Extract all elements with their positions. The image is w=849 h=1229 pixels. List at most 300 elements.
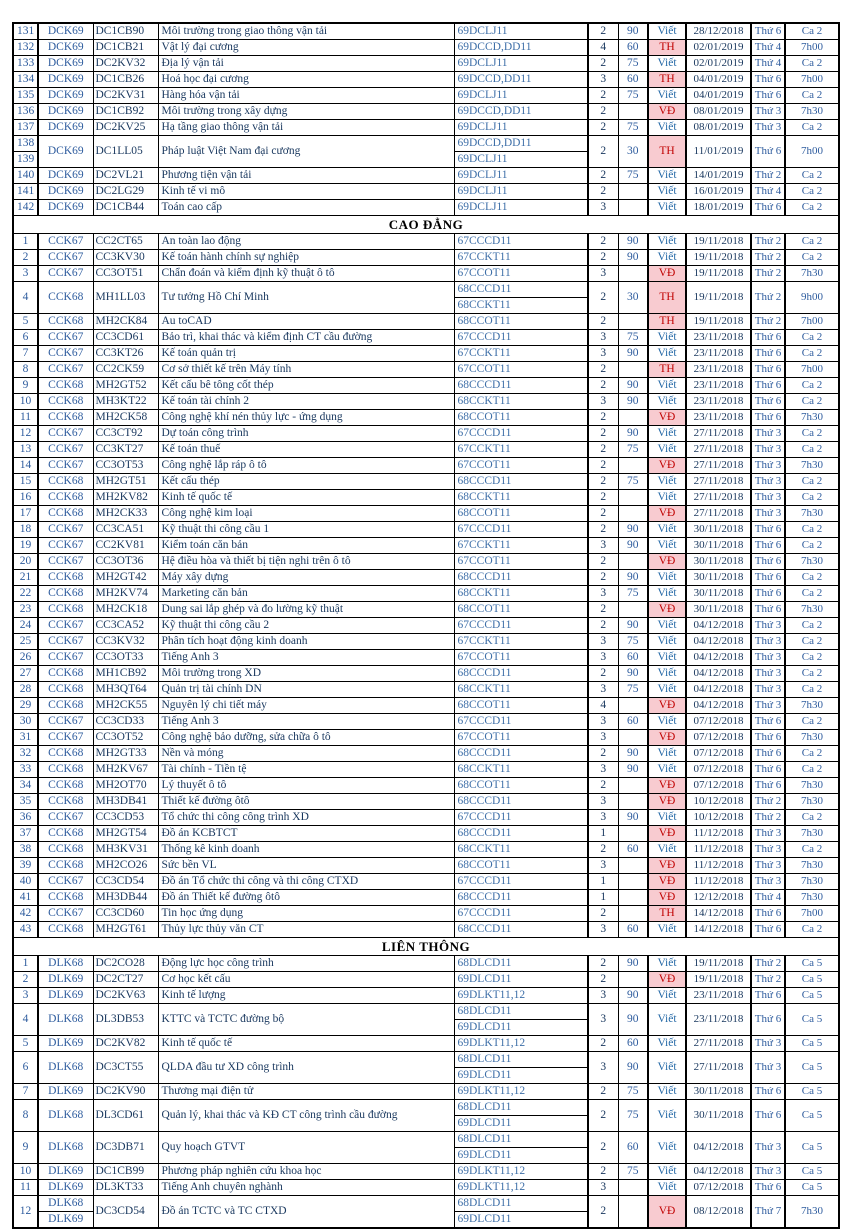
row-number-cell: 17	[13, 506, 38, 522]
course-code-cell: MH2CK33	[93, 506, 158, 522]
table-row	[13, 250, 839, 266]
class-code-cell: DLK68	[38, 1100, 93, 1132]
class-group-cell: 67CCKT11	[454, 538, 588, 554]
course-code-cell: CC3KT26	[93, 346, 158, 362]
duration-cell: 60	[618, 1036, 648, 1052]
weekday-cell: Thứ 3	[751, 650, 785, 666]
course-name-cell: Công nghệ kim loại	[158, 506, 454, 522]
course-name-cell: Động lực học công trình	[158, 956, 454, 972]
duration-cell: 75	[618, 1164, 648, 1180]
row-number-cell: 16	[13, 490, 38, 506]
exam-format-cell: Viết	[648, 842, 686, 858]
exam-format-cell: VĐ	[648, 602, 686, 618]
exam-date-cell: 30/11/2018	[686, 1084, 751, 1100]
class-code-cell: CCK67	[38, 330, 93, 346]
duration-cell: 60	[618, 650, 648, 666]
class-code-cell: CCK67	[38, 730, 93, 746]
course-code-cell: CC2CT65	[93, 234, 158, 250]
class-group-cell: 67CCCD11	[454, 714, 588, 730]
weekday-cell: Thứ 3	[751, 682, 785, 698]
class-code-cell: CCK67	[38, 618, 93, 634]
exam-date-cell: 30/11/2018	[686, 586, 751, 602]
duration-cell: 75	[618, 1084, 648, 1100]
class-group-cell: 68CCCD11	[454, 826, 588, 842]
session-cell: 7h30	[785, 858, 839, 874]
table-row	[13, 266, 839, 282]
course-name-cell: Kế toán tài chính 2	[158, 394, 454, 410]
credits-cell: 2	[588, 314, 618, 330]
table-row	[13, 410, 839, 426]
exam-format-cell: Viết	[648, 200, 686, 216]
weekday-cell: Thứ 6	[751, 554, 785, 570]
credits-cell: 2	[588, 458, 618, 474]
table-row	[13, 88, 839, 104]
weekday-cell: Thứ 6	[751, 346, 785, 362]
class-group-cell: 67CCOT11	[454, 650, 588, 666]
exam-date-cell: 19/11/2018	[686, 972, 751, 988]
class-group-cell: 68CCCD11	[454, 474, 588, 490]
row-number-cell: 2	[13, 250, 38, 266]
table-row	[13, 988, 839, 1004]
course-name-cell: Phương pháp nghiên cứu khoa học	[158, 1164, 454, 1180]
merged-cell-line: 69DLCD11	[457, 1117, 512, 1129]
credits-cell: 2	[588, 442, 618, 458]
row-number-cell: 39	[13, 858, 38, 874]
class-group-cell: 69DCCD,DD11	[454, 72, 588, 88]
weekday-cell: Thứ 2	[751, 794, 785, 810]
class-code-cell: CCK67	[38, 250, 93, 266]
course-code-cell: CC3OT33	[93, 650, 158, 666]
exam-date-cell: 23/11/2018	[686, 1004, 751, 1036]
weekday-cell: Thứ 6	[751, 762, 785, 778]
exam-date-cell: 27/11/2018	[686, 1036, 751, 1052]
course-name-cell: Công nghệ lắp ráp ô tô	[158, 458, 454, 474]
exam-format-cell: Viết	[648, 120, 686, 136]
duration-cell: 90	[618, 570, 648, 586]
course-code-cell: DC1CB90	[93, 23, 158, 40]
course-code-cell: MH3DB44	[93, 890, 158, 906]
table-row	[13, 618, 839, 634]
exam-date-cell: 07/12/2018	[686, 714, 751, 730]
weekday-cell: Thứ 6	[751, 1180, 785, 1196]
class-code-cell: CCK68	[38, 682, 93, 698]
class-code-cell: DLK68	[38, 1052, 93, 1084]
duration-cell: 90	[618, 394, 648, 410]
exam-date-cell: 27/11/2018	[686, 426, 751, 442]
course-code-cell: MH2CK55	[93, 698, 158, 714]
class-code-cell: CCK67	[38, 906, 93, 922]
class-code-cell: CCK67	[38, 810, 93, 826]
credits-cell: 2	[588, 282, 618, 314]
table-row	[13, 1052, 839, 1084]
class-code-cell: DLK69	[38, 1036, 93, 1052]
class-group-cell	[454, 1132, 588, 1164]
course-code-cell: DC1CB92	[93, 104, 158, 120]
weekday-cell: Thứ 3	[751, 874, 785, 890]
credits-cell: 3	[588, 1004, 618, 1036]
exam-format-cell: VĐ	[648, 1196, 686, 1229]
row-number-cell: 10	[13, 1164, 38, 1180]
class-code-cell: CCK68	[38, 378, 93, 394]
weekday-cell: Thứ 3	[751, 842, 785, 858]
exam-date-cell: 19/11/2018	[686, 282, 751, 314]
course-name-cell: Kết cấu bê tông cốt thép	[158, 378, 454, 394]
exam-format-cell: Viết	[648, 618, 686, 634]
exam-date-cell: 23/11/2018	[686, 410, 751, 426]
course-name-cell: Pháp luật Việt Nam đại cương	[158, 136, 454, 168]
weekday-cell: Thứ 6	[751, 1004, 785, 1036]
exam-format-cell: Viết	[648, 746, 686, 762]
exam-date-cell: 30/11/2018	[686, 1100, 751, 1132]
session-cell: 7h00	[785, 136, 839, 168]
duration-cell	[618, 730, 648, 746]
exam-date-cell: 19/11/2018	[686, 956, 751, 972]
exam-format-cell: Viết	[648, 88, 686, 104]
duration-cell: 75	[618, 586, 648, 602]
duration-cell: 90	[618, 1004, 648, 1036]
table-row	[13, 120, 839, 136]
session-cell: Ca 2	[785, 346, 839, 362]
course-name-cell: Máy xây dựng	[158, 570, 454, 586]
session-cell: Ca 2	[785, 682, 839, 698]
exam-format-cell: Viết	[648, 682, 686, 698]
weekday-cell: Thứ 2	[751, 956, 785, 972]
duration-cell	[618, 1180, 648, 1196]
merged-cell-values	[455, 1100, 588, 1131]
row-number-cell: 142	[13, 200, 38, 216]
table-row	[13, 282, 839, 314]
session-cell: 7h00	[785, 40, 839, 56]
class-group-cell: 67CCOT11	[454, 554, 588, 570]
course-name-cell: Quy hoạch GTVT	[158, 1132, 454, 1164]
exam-format-cell: Viết	[648, 330, 686, 346]
class-code-cell: CCK67	[38, 426, 93, 442]
row-number-cell: 28	[13, 682, 38, 698]
duration-cell	[618, 184, 648, 200]
exam-date-cell: 30/11/2018	[686, 602, 751, 618]
exam-date-cell: 07/12/2018	[686, 778, 751, 794]
session-cell: Ca 2	[785, 56, 839, 72]
session-cell: 7h00	[785, 906, 839, 922]
course-name-cell: Tư tưởng Hồ Chí Minh	[158, 282, 454, 314]
course-name-cell: Au toCAD	[158, 314, 454, 330]
class-code-cell: CCK68	[38, 394, 93, 410]
class-group-cell: 68CCKT11	[454, 762, 588, 778]
course-code-cell: MH2KV67	[93, 762, 158, 778]
credits-cell: 3	[588, 794, 618, 810]
table-row	[13, 458, 839, 474]
exam-format-cell: TH	[648, 282, 686, 314]
credits-cell: 2	[588, 666, 618, 682]
class-code-cell: CCK67	[38, 362, 93, 378]
course-name-cell: Phương tiện vận tải	[158, 168, 454, 184]
row-number-cell: 136	[13, 104, 38, 120]
row-number-cell: 12	[13, 426, 38, 442]
class-code-cell: DCK69	[38, 120, 93, 136]
exam-format-cell: VĐ	[648, 506, 686, 522]
merged-cell-line: 69DCCD,DD11	[455, 136, 588, 152]
exam-format-cell: Viết	[648, 426, 686, 442]
merged-cell-line: 68DLCD11	[455, 1052, 588, 1068]
exam-date-cell: 11/12/2018	[686, 874, 751, 890]
table-row	[13, 378, 839, 394]
credits-cell: 2	[588, 1164, 618, 1180]
course-name-cell: Thương mại điện tử	[158, 1084, 454, 1100]
class-group-cell	[454, 136, 588, 168]
exam-format-cell: Viết	[648, 378, 686, 394]
row-number-cell: 131	[13, 23, 38, 40]
course-code-cell: DC1CB44	[93, 200, 158, 216]
table-row	[13, 1164, 839, 1180]
course-code-cell: MH2GT52	[93, 378, 158, 394]
class-group-cell: 67CCKT11	[454, 346, 588, 362]
exam-date-cell: 04/12/2018	[686, 1132, 751, 1164]
class-group-cell: 69DCLJ11	[454, 120, 588, 136]
course-code-cell: CC3CD61	[93, 330, 158, 346]
exam-date-cell: 10/12/2018	[686, 794, 751, 810]
class-group-cell: 69DLKT11,12	[454, 988, 588, 1004]
exam-format-cell: VĐ	[648, 554, 686, 570]
class-group-cell: 68CCCD11	[454, 666, 588, 682]
class-group-cell	[454, 1196, 588, 1229]
weekday-cell: Thứ 4	[751, 890, 785, 906]
exam-format-cell: VĐ	[648, 794, 686, 810]
course-code-cell: MH3DB41	[93, 794, 158, 810]
credits-cell: 2	[588, 474, 618, 490]
class-group-cell: 68CCCD11	[454, 890, 588, 906]
weekday-cell: Thứ 6	[751, 906, 785, 922]
table-row	[13, 330, 839, 346]
course-name-cell: Tiếng Anh chuyên nghành	[158, 1180, 454, 1196]
credits-cell: 4	[588, 698, 618, 714]
row-number-cell: 3	[13, 266, 38, 282]
class-code-cell: CCK67	[38, 266, 93, 282]
class-code-cell: CCK68	[38, 698, 93, 714]
duration-cell	[618, 602, 648, 618]
row-number-cell: 14	[13, 458, 38, 474]
row-number-cell: 7	[13, 1084, 38, 1100]
weekday-cell: Thứ 2	[751, 314, 785, 330]
session-cell: 7h00	[785, 314, 839, 330]
exam-date-cell: 08/01/2019	[686, 120, 751, 136]
class-code-cell: CCK68	[38, 826, 93, 842]
merged-cell-line: 138	[14, 136, 37, 152]
weekday-cell: Thứ 3	[751, 442, 785, 458]
exam-format-cell: Viết	[648, 666, 686, 682]
duration-cell: 75	[618, 442, 648, 458]
exam-format-cell: Viết	[648, 442, 686, 458]
exam-date-cell: 07/12/2018	[686, 762, 751, 778]
class-group-cell: 68CCCD11	[454, 922, 588, 938]
course-name-cell: Công nghệ bảo dưỡng, sửa chữa ô tô	[158, 730, 454, 746]
session-cell: Ca 2	[785, 200, 839, 216]
weekday-cell: Thứ 3	[751, 1036, 785, 1052]
session-cell: 7h30	[785, 778, 839, 794]
session-cell: 7h00	[785, 72, 839, 88]
exam-format-cell: Viết	[648, 1052, 686, 1084]
class-code-cell: CCK68	[38, 490, 93, 506]
session-cell: 7h30	[785, 794, 839, 810]
credits-cell: 2	[588, 906, 618, 922]
credits-cell: 2	[588, 362, 618, 378]
session-cell: 7h30	[785, 602, 839, 618]
row-number-cell: 6	[13, 1052, 38, 1084]
course-name-cell: Thủy lực thủy văn CT	[158, 922, 454, 938]
row-number-cell: 24	[13, 618, 38, 634]
class-group-cell: 68CCOT11	[454, 698, 588, 714]
course-name-cell: Thiết kế đường ôtô	[158, 794, 454, 810]
table-row	[13, 40, 839, 56]
credits-cell: 2	[588, 56, 618, 72]
exam-date-cell: 04/12/2018	[686, 618, 751, 634]
duration-cell: 75	[618, 474, 648, 490]
merged-cell-line: 69DLCD11	[457, 1069, 512, 1081]
table-row	[13, 346, 839, 362]
weekday-cell: Thứ 6	[751, 538, 785, 554]
credits-cell: 3	[588, 988, 618, 1004]
section-header-row	[13, 938, 839, 956]
duration-cell	[618, 554, 648, 570]
course-name-cell: Kế toán thuế	[158, 442, 454, 458]
session-cell: Ca 2	[785, 490, 839, 506]
class-code-cell: CCK68	[38, 762, 93, 778]
course-name-cell: An toàn lao động	[158, 234, 454, 250]
credits-cell: 2	[588, 104, 618, 120]
merged-cell-line: 139	[17, 153, 35, 165]
duration-cell: 30	[618, 136, 648, 168]
row-number-cell: 13	[13, 442, 38, 458]
table-row	[13, 362, 839, 378]
course-code-cell: CC3CD33	[93, 714, 158, 730]
exam-format-cell: VĐ	[648, 972, 686, 988]
exam-date-cell: 23/11/2018	[686, 362, 751, 378]
exam-date-cell: 27/11/2018	[686, 474, 751, 490]
credits-cell: 2	[588, 956, 618, 972]
weekday-cell: Thứ 3	[751, 1164, 785, 1180]
course-code-cell: DC1CB99	[93, 1164, 158, 1180]
duration-cell: 90	[618, 618, 648, 634]
table-row	[13, 714, 839, 730]
course-name-cell: Kỹ thuật thi công cầu 2	[158, 618, 454, 634]
credits-cell: 3	[588, 1052, 618, 1084]
class-group-cell: 67CCOT11	[454, 266, 588, 282]
class-group-cell: 69DLKT11,12	[454, 1180, 588, 1196]
session-cell: Ca 2	[785, 746, 839, 762]
weekday-cell: Thứ 4	[751, 56, 785, 72]
class-group-cell: 69DCLJ11	[454, 56, 588, 72]
duration-cell: 90	[618, 346, 648, 362]
course-name-cell: Lý thuyết ô tô	[158, 778, 454, 794]
class-group-cell: 69DCLJ11	[454, 23, 588, 40]
duration-cell: 90	[618, 522, 648, 538]
exam-date-cell: 10/12/2018	[686, 810, 751, 826]
exam-format-cell: Viết	[648, 538, 686, 554]
row-number-cell: 10	[13, 394, 38, 410]
duration-cell	[618, 972, 648, 988]
class-code-cell: CCK68	[38, 410, 93, 426]
weekday-cell: Thứ 4	[751, 40, 785, 56]
course-code-cell: DC3CD54	[93, 1196, 158, 1229]
duration-cell: 60	[618, 72, 648, 88]
credits-cell: 2	[588, 410, 618, 426]
row-number-cell: 134	[13, 72, 38, 88]
course-name-cell: Đồ án Thiết kế đường ôtô	[158, 890, 454, 906]
class-code-cell: CCK68	[38, 314, 93, 330]
weekday-cell: Thứ 3	[751, 618, 785, 634]
exam-format-cell: VĐ	[648, 698, 686, 714]
duration-cell	[618, 874, 648, 890]
credits-cell: 2	[588, 234, 618, 250]
exam-format-cell: Viết	[648, 250, 686, 266]
row-number-cell: 26	[13, 650, 38, 666]
table-row	[13, 506, 839, 522]
weekday-cell: Thứ 6	[751, 378, 785, 394]
credits-cell: 2	[588, 1132, 618, 1164]
class-group-cell: 68CCKT11	[454, 490, 588, 506]
exam-format-cell: VĐ	[648, 890, 686, 906]
exam-format-cell: Viết	[648, 810, 686, 826]
section-header-row	[13, 216, 839, 234]
row-number-cell: 21	[13, 570, 38, 586]
exam-date-cell: 11/01/2019	[686, 136, 751, 168]
duration-cell: 90	[618, 762, 648, 778]
duration-cell	[618, 698, 648, 714]
session-cell: Ca 5	[785, 988, 839, 1004]
exam-date-cell: 04/01/2019	[686, 72, 751, 88]
row-number-cell: 12	[13, 1196, 38, 1229]
credits-cell: 3	[588, 650, 618, 666]
row-number-cell: 31	[13, 730, 38, 746]
class-code-cell: CCK68	[38, 922, 93, 938]
duration-cell: 90	[618, 234, 648, 250]
credits-cell: 3	[588, 394, 618, 410]
credits-cell: 1	[588, 826, 618, 842]
duration-cell: 90	[618, 746, 648, 762]
credits-cell: 2	[588, 250, 618, 266]
class-group-cell: 69DLKT11,12	[454, 1036, 588, 1052]
row-number-cell: 40	[13, 874, 38, 890]
row-number-cell: 140	[13, 168, 38, 184]
duration-cell	[618, 778, 648, 794]
table-row	[13, 666, 839, 682]
credits-cell: 3	[588, 586, 618, 602]
session-cell: 7h30	[785, 458, 839, 474]
duration-cell: 75	[618, 330, 648, 346]
session-cell: Ca 2	[785, 714, 839, 730]
exam-date-cell: 30/11/2018	[686, 522, 751, 538]
course-name-cell: Chẩn đoán và kiểm định kỹ thuật ô tô	[158, 266, 454, 282]
course-code-cell: DL3KT33	[93, 1180, 158, 1196]
credits-cell: 2	[588, 426, 618, 442]
course-name-cell: Môi trường trong xây dựng	[158, 104, 454, 120]
class-group-cell: 69DCCD,DD11	[454, 40, 588, 56]
exam-date-cell: 19/11/2018	[686, 250, 751, 266]
row-number-cell: 23	[13, 602, 38, 618]
exam-date-cell: 27/11/2018	[686, 442, 751, 458]
course-name-cell: Địa lý vận tải	[158, 56, 454, 72]
row-number-cell: 29	[13, 698, 38, 714]
merged-cell-line: 69DLCD11	[457, 1149, 512, 1161]
exam-format-cell: Viết	[648, 956, 686, 972]
exam-date-cell: 30/11/2018	[686, 570, 751, 586]
exam-schedule-table	[12, 22, 840, 1229]
course-name-cell: Phân tích hoạt động kinh doanh	[158, 634, 454, 650]
row-number-cell: 15	[13, 474, 38, 490]
duration-cell: 75	[618, 56, 648, 72]
table-row	[13, 104, 839, 120]
course-code-cell: MH2KV74	[93, 586, 158, 602]
class-group-cell: 68CCCD11	[454, 570, 588, 586]
